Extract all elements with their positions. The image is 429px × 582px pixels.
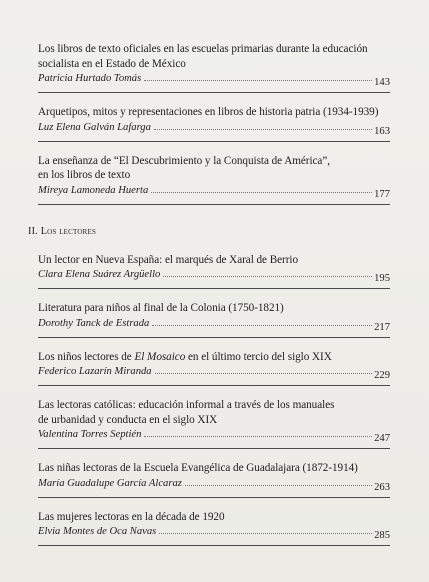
entry-page-number: 247 — [374, 433, 390, 444]
entry-author: María Guadalupe García Alcaraz — [38, 477, 182, 489]
entry-author-line — [38, 72, 390, 86]
entry-page-number: 177 — [374, 188, 390, 200]
section-name: Los lectores — [40, 225, 97, 237]
entry-author-line — [38, 365, 390, 379]
entry-title-line: en los libros de texto — [38, 169, 131, 181]
entry-title-line: Arquetipos, mitos y representaciones en libros de historia patria (1934-1939) — [38, 106, 379, 118]
entry-title-text: Los niños lectores de — [38, 350, 135, 363]
section-header — [28, 225, 390, 239]
dot-leader — [154, 128, 372, 130]
toc-entry[interactable] — [38, 398, 390, 449]
entry-page-number: 229 — [374, 370, 390, 381]
entry-title-line: Los libros de texto oficiales en las escuelas primarias durante la educación — [38, 43, 368, 55]
entry-author-line — [38, 477, 390, 491]
entry-author: Elvia Montes de Oca Navas — [38, 526, 157, 537]
dot-leader — [159, 532, 372, 534]
dot-leader — [155, 372, 373, 374]
entry-author: Patricia Hurtado Tomás — [38, 73, 142, 84]
entry-title-line: La enseñanza de “El Descubrimiento y la Conquista de América”, — [38, 154, 331, 167]
toc-column — [28, 42, 390, 546]
entry-author-line — [38, 428, 390, 442]
dot-leader — [185, 484, 372, 486]
entry-author: Valentina Torres Septién — [38, 429, 142, 440]
entry-title-line: Un lector en Nueva España: el marqués de Xaral de Berrio — [38, 253, 298, 266]
entry-title — [38, 42, 390, 71]
entry-author: Clara Elena Suárez Argüello — [38, 269, 161, 280]
entry-title — [38, 461, 390, 476]
toc-entry[interactable] — [38, 253, 390, 290]
entry-title-line: Las niñas lectoras de la Escuela Evangélica de Guadalajara (1872-1914) — [38, 462, 358, 474]
section-numeral: II. — [28, 225, 38, 237]
entry-author-line — [38, 317, 390, 331]
entry-page-number: 195 — [374, 273, 390, 284]
entry-title — [38, 253, 390, 268]
toc-entry[interactable] — [38, 510, 390, 547]
toc-entry[interactable] — [38, 301, 390, 338]
entry-title-line: Las lectoras católicas: educación informal a través de los manuales — [38, 399, 335, 411]
toc-entry[interactable] — [38, 461, 390, 498]
entry-page-number: 263 — [374, 481, 390, 493]
entry-page-number: 163 — [374, 125, 390, 137]
entry-page-number: 285 — [374, 530, 390, 541]
toc-entry[interactable] — [38, 42, 390, 93]
entry-title-line: socialista en el Estado de México — [38, 57, 186, 70]
entry-title-line — [38, 350, 390, 365]
entry-title — [38, 510, 390, 525]
entry-title — [38, 350, 390, 365]
entry-author-line — [38, 121, 390, 135]
entry-page-number: 217 — [374, 321, 390, 333]
dot-leader — [144, 435, 372, 437]
toc-entry[interactable] — [38, 350, 390, 387]
entry-title — [38, 154, 390, 183]
entry-title-line: de urbanidad y conducta en el siglo XIX — [38, 413, 218, 426]
entry-author-line — [38, 184, 390, 198]
entry-title-text: en el último tercio del siglo XIX — [185, 350, 332, 363]
dot-leader — [144, 79, 372, 81]
entry-title — [38, 301, 390, 316]
entry-author: Luz Elena Galván Lafarga — [38, 121, 151, 133]
entry-page-number: 143 — [374, 77, 390, 88]
entry-title — [38, 105, 390, 120]
toc-entry[interactable] — [38, 105, 390, 142]
entry-title — [38, 398, 390, 427]
dot-leader — [152, 324, 372, 326]
entry-author: Federico Lazarín Miranda — [38, 366, 152, 377]
entry-title-line: Literatura para niños al final de la Colonia (1750-1821) — [38, 302, 284, 314]
periodical-title: El Mosaico — [134, 350, 186, 363]
entry-author-line — [38, 525, 390, 539]
dot-leader — [151, 191, 372, 193]
toc-entry[interactable] — [38, 154, 390, 205]
entry-title-line: Las mujeres lectoras en la década de 1920 — [38, 510, 225, 523]
entry-author: Mireya Lamoneda Huerta — [38, 184, 149, 196]
entry-author: Dorothy Tanck de Estrada — [38, 317, 150, 329]
entry-author-line — [38, 268, 390, 282]
dot-leader — [163, 275, 372, 277]
